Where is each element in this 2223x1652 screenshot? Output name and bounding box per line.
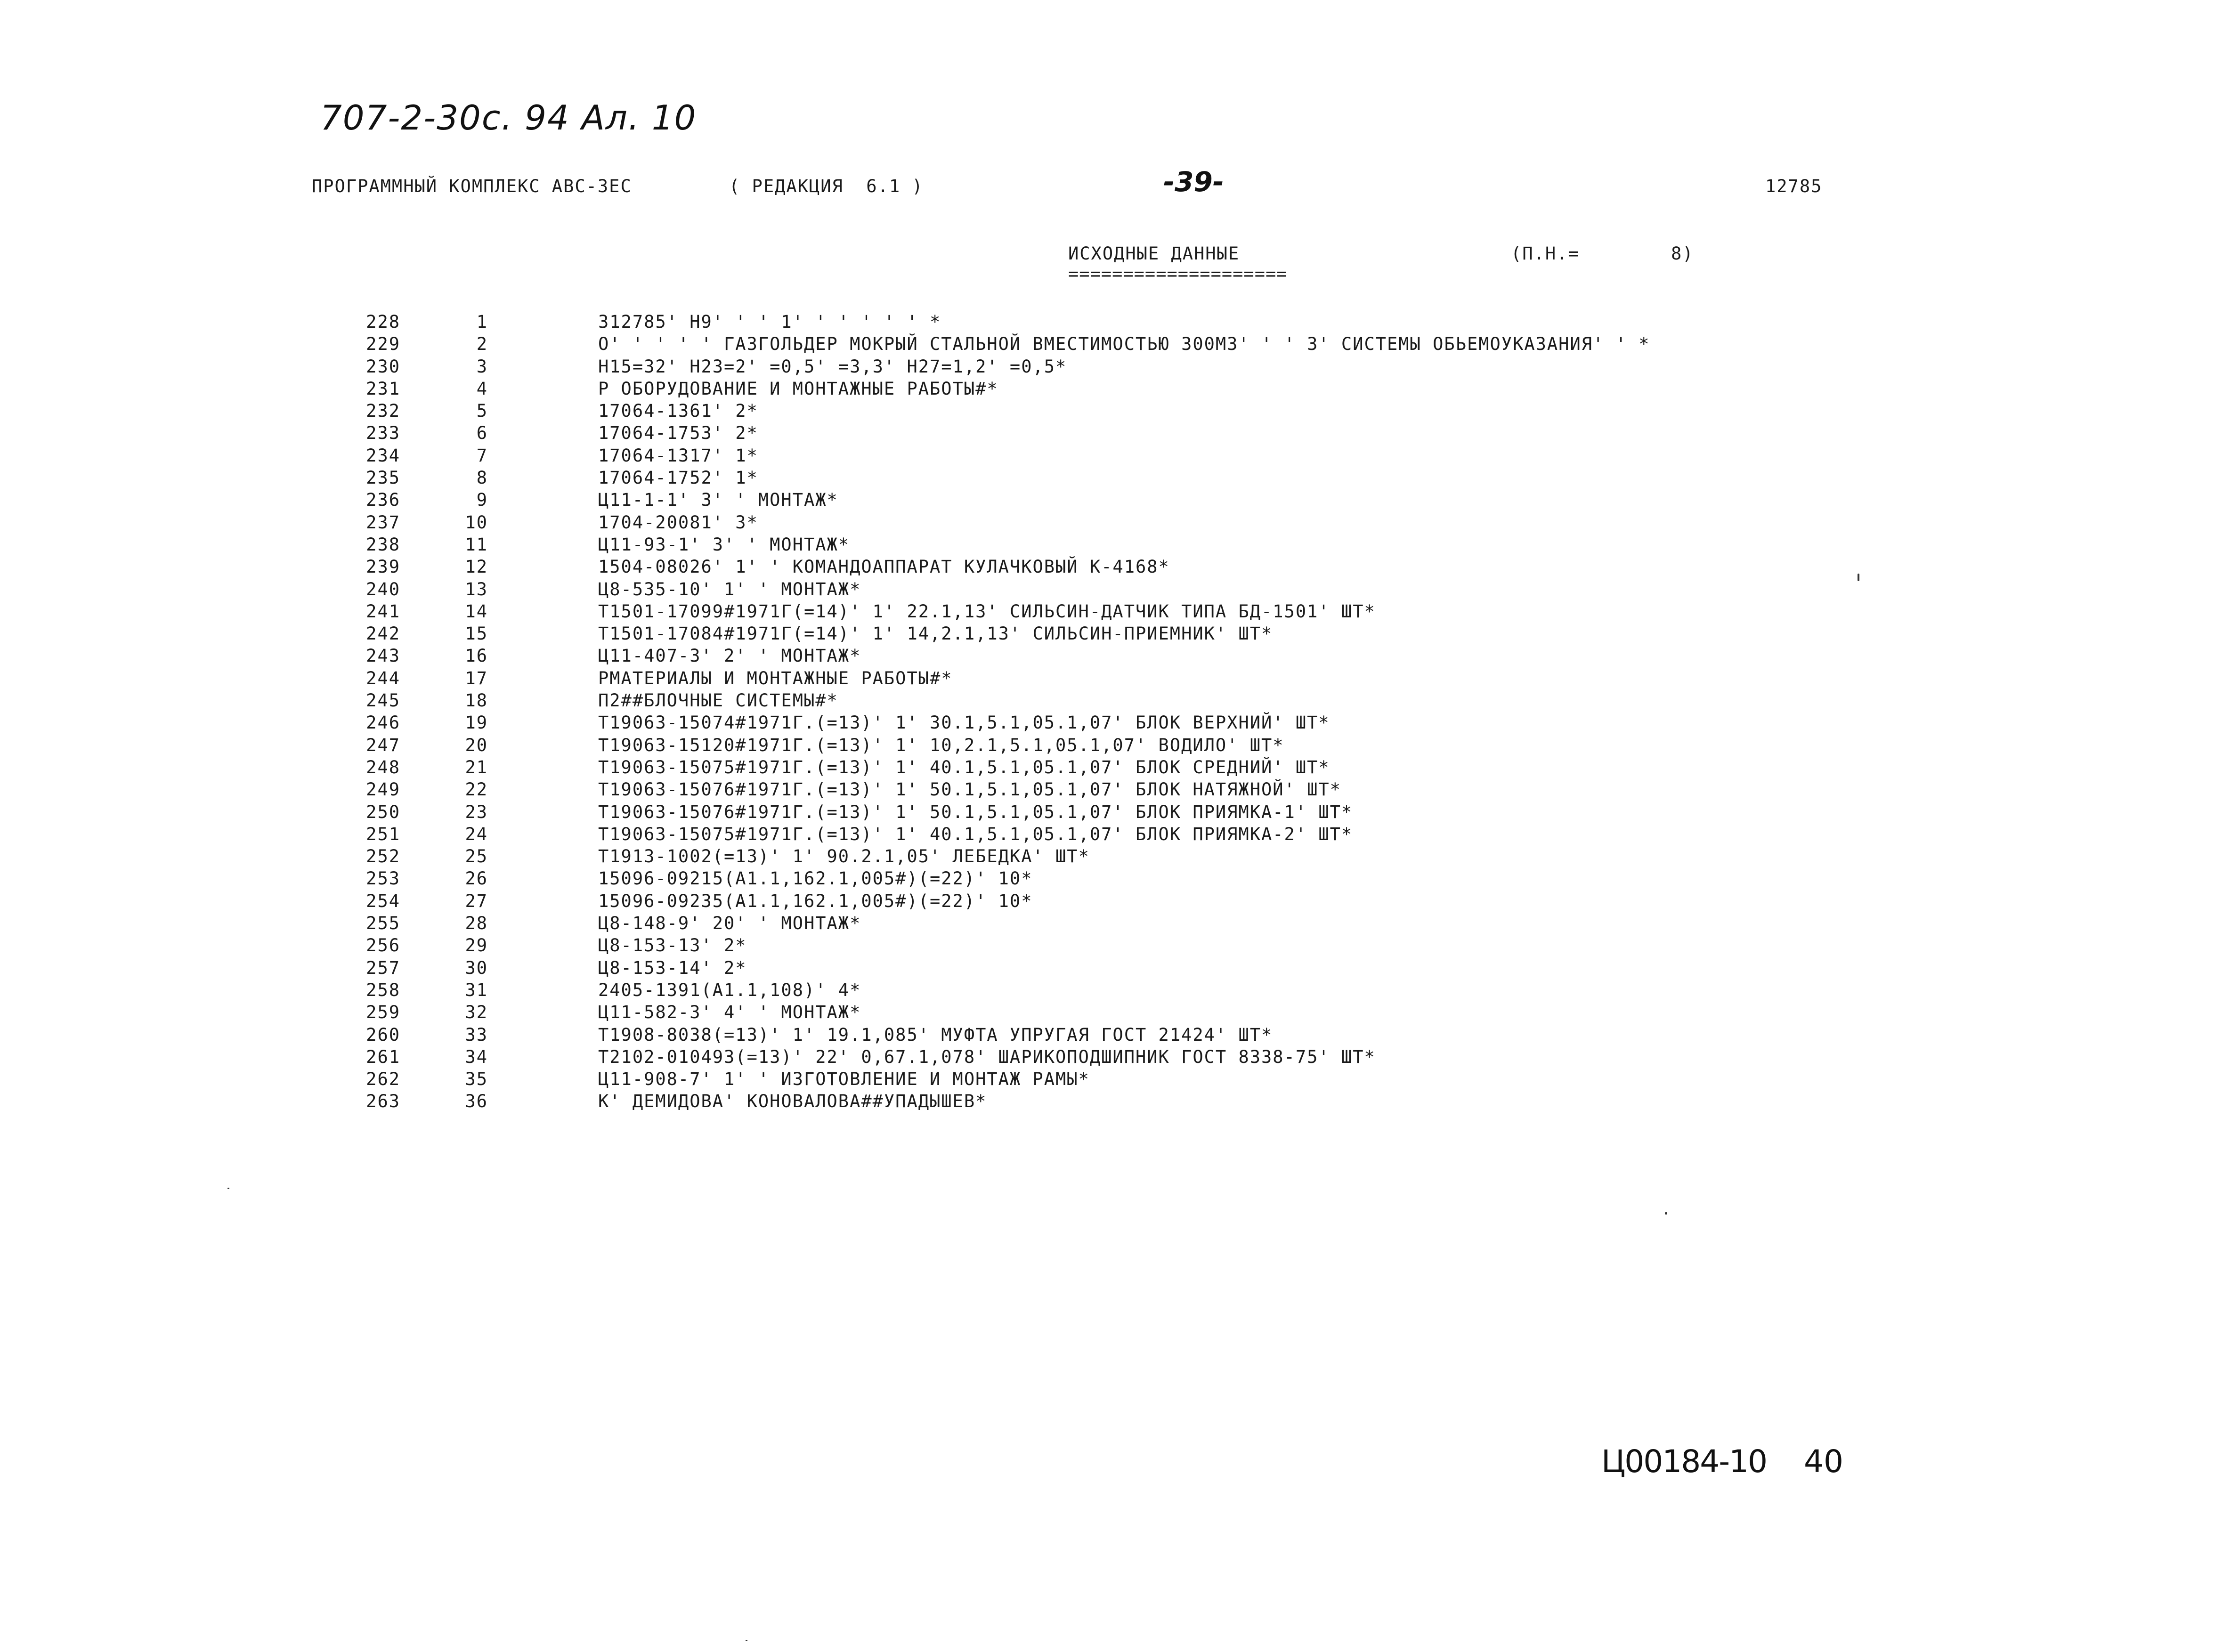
line-number: 252 bbox=[366, 846, 400, 867]
record-text: Ц11-407-3' 2' ' МОНТАЖ* bbox=[598, 646, 861, 666]
footer-code: Ц00184-10 bbox=[1601, 1443, 1767, 1480]
sequence-number: 12 bbox=[465, 557, 488, 577]
listing-row bbox=[349, 1047, 1903, 1069]
listing-row bbox=[349, 779, 1903, 802]
line-number: 258 bbox=[366, 980, 400, 1000]
sequence-number: 10 bbox=[465, 512, 488, 533]
listing-row bbox=[349, 557, 1903, 579]
record-text: Т19063-15076#1971Г.(=13)' 1' 50.1,5.1,05.1,07' БЛОК ПРИЯМКА-1' ШТ* bbox=[598, 802, 1353, 822]
listing-row bbox=[349, 624, 1903, 646]
listing-row bbox=[349, 490, 1903, 512]
line-number: 237 bbox=[366, 512, 400, 533]
listing-row bbox=[349, 1025, 1903, 1047]
record-text: Т1501-17084#1971Г(=14)' 1' 14,2.1,13' СИЛЬСИН-ПРИЕМНИК' ШТ* bbox=[598, 624, 1273, 644]
section-title: ИСХОДНЫЕ ДАННЫЕ bbox=[1068, 243, 1240, 264]
record-text: Ц8-535-10' 1' ' МОНТАЖ* bbox=[598, 579, 861, 599]
listing-row bbox=[349, 445, 1903, 468]
sequence-number: 20 bbox=[465, 735, 488, 755]
data-listing bbox=[349, 312, 1903, 1114]
sequence-number: 4 bbox=[476, 378, 488, 399]
line-number: 230 bbox=[366, 356, 400, 377]
line-number: 249 bbox=[366, 779, 400, 800]
line-number: 260 bbox=[366, 1024, 400, 1045]
sequence-number: 23 bbox=[465, 802, 488, 822]
listing-row bbox=[349, 1002, 1903, 1024]
sequence-number: 1 bbox=[476, 312, 488, 332]
sequence-number: 18 bbox=[465, 690, 488, 711]
line-number: 234 bbox=[366, 445, 400, 466]
sequence-number: 31 bbox=[465, 980, 488, 1000]
listing-row bbox=[349, 690, 1903, 713]
listing-row bbox=[349, 1069, 1903, 1091]
sequence-number: 19 bbox=[465, 713, 488, 733]
record-text: Т1913-1002(=13)' 1' 90.2.1,05' ЛЕБЕДКА' ШТ* bbox=[598, 846, 1090, 867]
record-text: 17064-1752' 1* bbox=[598, 468, 758, 488]
line-number: 245 bbox=[366, 690, 400, 711]
record-text: 1704-20081' 3* bbox=[598, 512, 758, 533]
line-number: 263 bbox=[366, 1091, 400, 1112]
sequence-number: 24 bbox=[465, 824, 488, 844]
program-title: ПРОГРАММНЫЙ КОМПЛЕКС АВС-3ЕС bbox=[312, 176, 632, 196]
line-number: 248 bbox=[366, 757, 400, 777]
record-text: Т2102-010493(=13)' 22' 0,67.1,078' ШАРИКОПОДШИПНИК ГОСТ 8338-75' ШТ* bbox=[598, 1046, 1376, 1067]
pn-label: (П.Н.= bbox=[1511, 243, 1580, 264]
line-number: 229 bbox=[366, 334, 400, 355]
sequence-number: 16 bbox=[465, 646, 488, 666]
scan-speck bbox=[746, 1640, 747, 1641]
line-number: 256 bbox=[366, 935, 400, 956]
record-text: Т1908-8038(=13)' 1' 19.1,085' МУФТА УПРУГАЯ ГОСТ 21424' ШТ* bbox=[598, 1024, 1273, 1045]
listing-row bbox=[349, 601, 1903, 624]
sequence-number: 32 bbox=[465, 1002, 488, 1023]
line-number: 238 bbox=[366, 534, 400, 555]
sequence-number: 35 bbox=[465, 1069, 488, 1090]
line-number: 228 bbox=[366, 312, 400, 332]
record-text: Н15=32' Н23=2' =0,5' =3,3' Н27=1,2' =0,5* bbox=[598, 356, 1067, 377]
record-text: 17064-1753' 2* bbox=[598, 423, 758, 444]
sequence-number: 15 bbox=[465, 624, 488, 644]
record-text: Ц8-153-14' 2* bbox=[598, 957, 747, 978]
listing-row bbox=[349, 423, 1903, 445]
record-text: Ц11-582-3' 4' ' МОНТАЖ* bbox=[598, 1002, 861, 1023]
handwritten-header: 707-2-30с. 94 Ал. 10 bbox=[320, 98, 697, 138]
listing-row bbox=[349, 468, 1903, 490]
sequence-number: 33 bbox=[465, 1024, 488, 1045]
record-text: 17064-1317' 1* bbox=[598, 445, 758, 466]
sequence-number: 22 bbox=[465, 779, 488, 800]
line-number: 254 bbox=[366, 891, 400, 911]
line-number: 251 bbox=[366, 824, 400, 844]
line-number: 241 bbox=[366, 601, 400, 622]
line-number: 250 bbox=[366, 802, 400, 822]
sequence-number: 7 bbox=[476, 445, 488, 466]
listing-row bbox=[349, 868, 1903, 891]
listing-row bbox=[349, 980, 1903, 1002]
sequence-number: 27 bbox=[465, 891, 488, 911]
document-number: 12785 bbox=[1765, 176, 1823, 196]
sequence-number: 26 bbox=[465, 868, 488, 889]
listing-row bbox=[349, 401, 1903, 423]
record-text: 17064-1361' 2* bbox=[598, 401, 758, 421]
sequence-number: 8 bbox=[476, 468, 488, 488]
listing-row bbox=[349, 935, 1903, 957]
sequence-number: 36 bbox=[465, 1091, 488, 1112]
sequence-number: 34 bbox=[465, 1046, 488, 1067]
sequence-number: 14 bbox=[465, 601, 488, 622]
line-number: 240 bbox=[366, 579, 400, 599]
sequence-number: 6 bbox=[476, 423, 488, 444]
listing-row bbox=[349, 824, 1903, 846]
pn-value: 8) bbox=[1671, 243, 1694, 264]
listing-row bbox=[349, 913, 1903, 935]
line-number: 231 bbox=[366, 378, 400, 399]
sequence-number: 28 bbox=[465, 913, 488, 934]
record-text: 15096-09215(А1.1,162.1,005#)(=22)' 10* bbox=[598, 868, 1033, 889]
record-text: Р ОБОРУДОВАНИЕ И МОНТАЖНЫЕ РАБОТЫ#* bbox=[598, 378, 998, 399]
record-text: 2405-1391(А1.1,108)' 4* bbox=[598, 980, 861, 1000]
line-number: 236 bbox=[366, 490, 400, 510]
sequence-number: 25 bbox=[465, 846, 488, 867]
record-text: 312785' Н9' ' ' 1' ' ' ' ' ' * bbox=[598, 312, 941, 332]
line-number: 262 bbox=[366, 1069, 400, 1090]
line-number: 233 bbox=[366, 423, 400, 444]
record-text: 15096-09235(А1.1,162.1,005#)(=22)' 10* bbox=[598, 891, 1033, 911]
listing-row bbox=[349, 958, 1903, 980]
record-text: Ц8-153-13' 2* bbox=[598, 935, 747, 956]
sequence-number: 29 bbox=[465, 935, 488, 956]
sequence-number: 21 bbox=[465, 757, 488, 777]
sequence-number: 17 bbox=[465, 668, 488, 688]
scan-speck bbox=[1665, 1212, 1667, 1215]
section-underline: ==================== bbox=[1068, 264, 1288, 284]
line-number: 247 bbox=[366, 735, 400, 755]
record-text: Ц11-908-7' 1' ' ИЗГОТОВЛЕНИЕ И МОНТАЖ РАМЫ* bbox=[598, 1069, 1090, 1090]
listing-row bbox=[349, 356, 1903, 379]
listing-row bbox=[349, 646, 1903, 668]
edition-label: ( РЕДАКЦИЯ 6.1 ) bbox=[729, 176, 924, 196]
line-number: 246 bbox=[366, 713, 400, 733]
line-number: 259 bbox=[366, 1002, 400, 1023]
sequence-number: 30 bbox=[465, 957, 488, 978]
record-text: Ц11-93-1' 3' ' МОНТАЖ* bbox=[598, 534, 850, 555]
listing-row bbox=[349, 735, 1903, 757]
footer-number: 40 bbox=[1804, 1443, 1843, 1480]
listing-row bbox=[349, 802, 1903, 824]
line-number: 244 bbox=[366, 668, 400, 688]
line-number: 242 bbox=[366, 624, 400, 644]
line-number: 239 bbox=[366, 557, 400, 577]
scan-speck bbox=[227, 1188, 229, 1189]
record-text: РМАТЕРИАЛЫ И МОНТАЖНЫЕ РАБОТЫ#* bbox=[598, 668, 953, 688]
sequence-number: 11 bbox=[465, 534, 488, 555]
record-text: Т1501-17099#1971Г(=14)' 1' 22.1,13' СИЛЬСИН-ДАТЧИК ТИПА БД-1501' ШТ* bbox=[598, 601, 1376, 622]
record-text: Т19063-15075#1971Г.(=13)' 1' 40.1,5.1,05.1,07' БЛОК ПРИЯМКА-2' ШТ* bbox=[598, 824, 1353, 844]
record-text: Т19063-15120#1971Г.(=13)' 1' 10,2.1,5.1,05.1,07' ВОДИЛО' ШТ* bbox=[598, 735, 1284, 755]
listing-row bbox=[349, 512, 1903, 534]
sequence-number: 9 bbox=[476, 490, 488, 510]
record-text: О' ' ' ' ' ГАЗГОЛЬДЕР МОКРЫЙ СТАЛЬНОЙ ВМЕСТИМОСТЬЮ 300М3' ' ' 3' СИСТЕМЫ ОБЬЕМОУКАЗАНИЯ' ' * bbox=[598, 334, 1650, 355]
sequence-number: 13 bbox=[465, 579, 488, 599]
record-text: П2##БЛОЧНЫЕ СИСТЕМЫ#* bbox=[598, 690, 838, 711]
scan-speck bbox=[1858, 574, 1859, 581]
record-text: 1504-08026' 1' ' КОМАНДОАППАРАТ КУЛАЧКОВЫЙ К-4168* bbox=[598, 557, 1170, 577]
line-number: 255 bbox=[366, 913, 400, 934]
sequence-number: 3 bbox=[476, 356, 488, 377]
record-text: К' ДЕМИДОВА' КОНОВАЛОВА##УПАДЫШЕВ* bbox=[598, 1091, 987, 1112]
record-text: Т19063-15076#1971Г.(=13)' 1' 50.1,5.1,05.1,07' БЛОК НАТЯЖНОЙ' ШТ* bbox=[598, 779, 1341, 800]
record-text: Ц8-148-9' 20' ' МОНТАЖ* bbox=[598, 913, 861, 934]
page-number: -39- bbox=[1163, 166, 1224, 198]
sequence-number: 2 bbox=[476, 334, 488, 355]
line-number: 253 bbox=[366, 868, 400, 889]
record-text: Т19063-15075#1971Г.(=13)' 1' 40.1,5.1,05.1,07' БЛОК СРЕДНИЙ' ШТ* bbox=[598, 757, 1330, 777]
listing-row bbox=[349, 846, 1903, 868]
record-text: Ц11-1-1' 3' ' МОНТАЖ* bbox=[598, 490, 838, 510]
listing-row bbox=[349, 334, 1903, 356]
listing-row bbox=[349, 1091, 1903, 1113]
listing-row bbox=[349, 379, 1903, 401]
line-number: 232 bbox=[366, 401, 400, 421]
line-number: 257 bbox=[366, 957, 400, 978]
line-number: 243 bbox=[366, 646, 400, 666]
listing-row bbox=[349, 534, 1903, 557]
sequence-number: 5 bbox=[476, 401, 488, 421]
line-number: 261 bbox=[366, 1046, 400, 1067]
record-text: Т19063-15074#1971Г.(=13)' 1' 30.1,5.1,05.1,07' БЛОК ВЕРХНИЙ' ШТ* bbox=[598, 713, 1330, 733]
listing-row bbox=[349, 713, 1903, 735]
listing-row bbox=[349, 891, 1903, 913]
listing-row bbox=[349, 312, 1903, 334]
listing-row bbox=[349, 668, 1903, 690]
listing-row bbox=[349, 579, 1903, 601]
line-number: 235 bbox=[366, 468, 400, 488]
listing-row bbox=[349, 757, 1903, 779]
